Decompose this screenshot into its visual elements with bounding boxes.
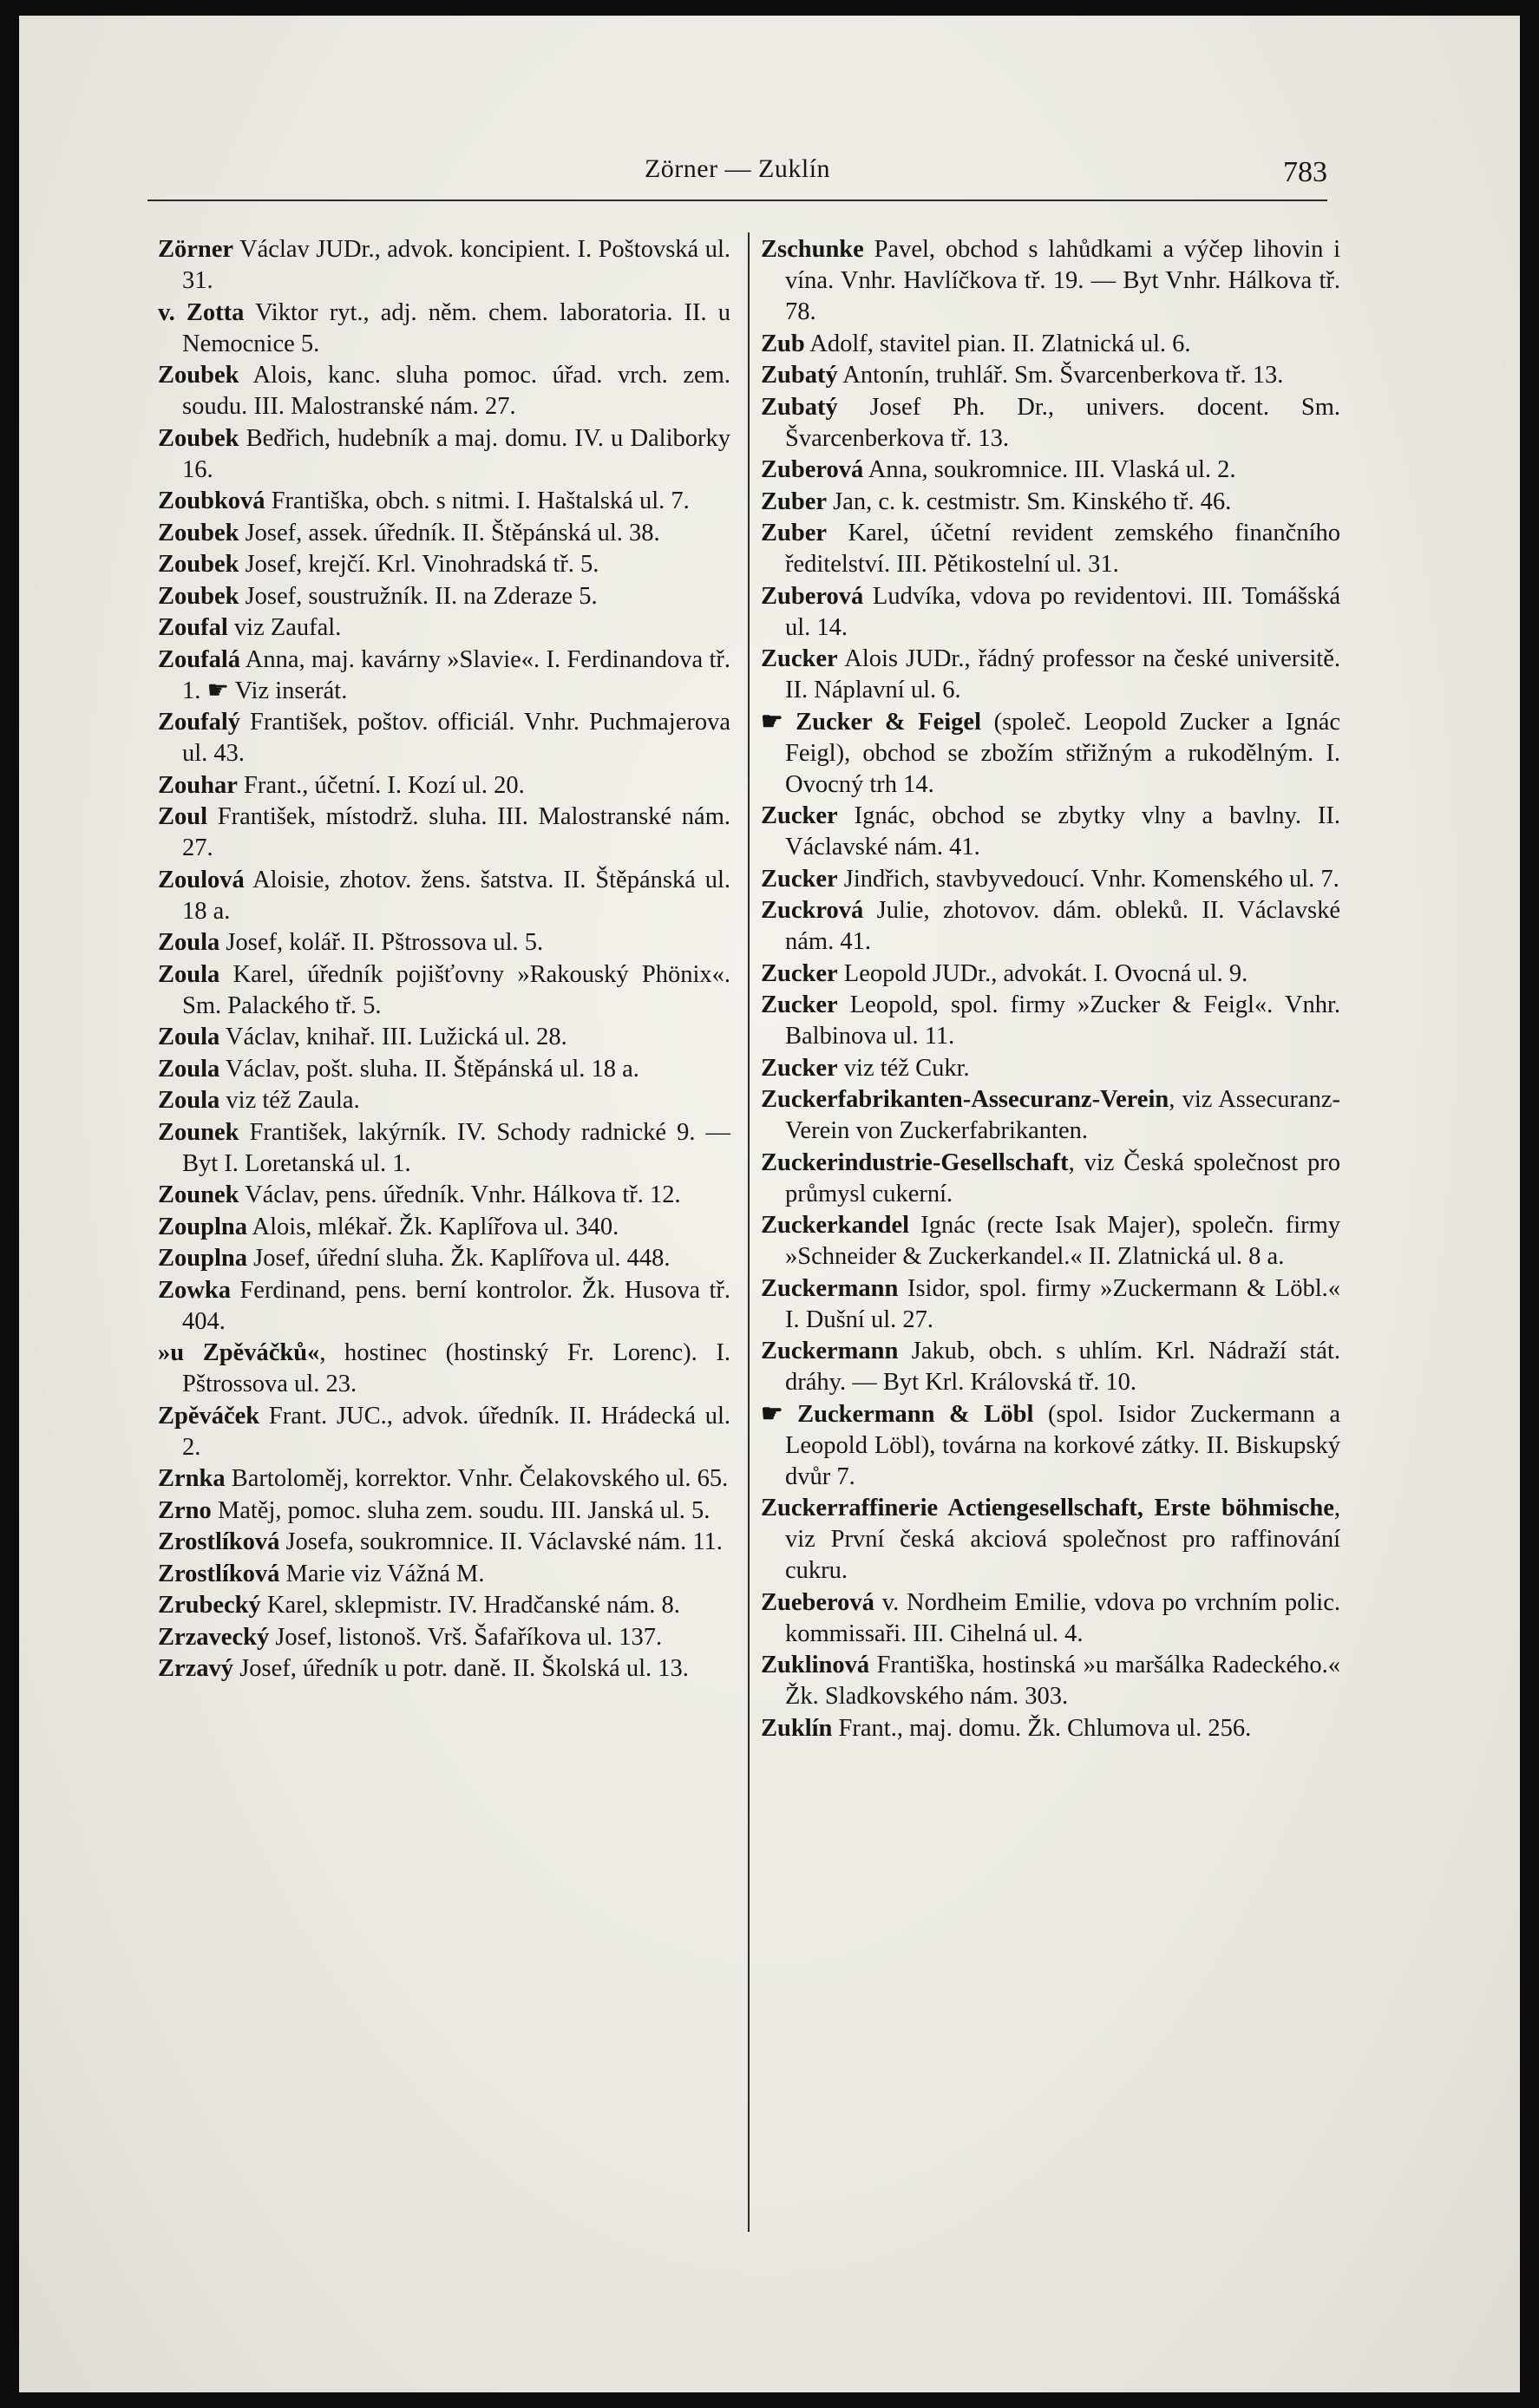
directory-entry xyxy=(158,612,730,644)
running-head: Zörner — Zuklín xyxy=(644,154,831,183)
entry-details: Frant., maj. domu. Žk. Chlumova ul. 256. xyxy=(832,1714,1252,1742)
directory-entry xyxy=(158,486,730,517)
entry-name: Zowka xyxy=(158,1276,231,1304)
entry-details: Josef, kolář. II. Pštrossova ul. 5. xyxy=(219,929,544,956)
entry-details: Leopold, spol. firmy »Zucker & Feigl«. Vnhr. Balbinova ul. 11. xyxy=(785,991,1340,1050)
entry-details: František, místodrž. sluha. III. Malostranské nám. 27. xyxy=(182,803,730,861)
entry-details: Ferdinand, pens. berní kontrolor. Žk. Husova tř. 404. xyxy=(182,1276,730,1335)
directory-entry xyxy=(158,1653,730,1685)
entry-details: (společ. Leopold Zucker a Ignác Feigl), obchod se zbožím střižným a rukodělným. I. Ovocný trh 14. xyxy=(785,708,1340,798)
entry-name: Zoubek xyxy=(158,424,239,452)
directory-entry xyxy=(158,1527,730,1558)
entry-name: ☛ Zucker & Feigel xyxy=(761,708,981,736)
left-column xyxy=(158,234,730,1685)
entry-details: Frant., účetní. I. Kozí ul. 20. xyxy=(237,771,525,799)
entry-name: Zoufalá xyxy=(158,645,241,673)
entry-details: Antonín, truhlář. Sm. Švarcenberkova tř. 13. xyxy=(837,362,1284,389)
entry-details: Josef, listonoš. Vrš. Šafaříkova ul. 137. xyxy=(269,1623,663,1651)
directory-entry xyxy=(158,865,730,927)
entry-details: Františka, obch. s nitmi. I. Haštalská ul. 7. xyxy=(265,487,690,514)
directory-entry xyxy=(158,770,730,802)
directory-entry xyxy=(158,423,730,486)
entry-details: Viktor ryt., adj. něm. chem. laboratoria. II. u Nemocnice 5. xyxy=(182,298,730,357)
entry-name: Zucker xyxy=(761,991,838,1018)
entry-name: Zoula xyxy=(158,929,220,956)
entry-name: Zuklinová xyxy=(761,1652,870,1678)
entry-name: Zuberová xyxy=(761,456,864,483)
entry-name: Zoula xyxy=(158,1087,220,1114)
entry-name: Zuckermann xyxy=(761,1274,899,1302)
directory-entry xyxy=(158,360,730,422)
page-header xyxy=(147,147,1327,200)
entry-details: Ignác (recte Isak Majer), společn. firmy »Schneider & Zuckerkandel.« II. Zlatnická ul. 8 a. xyxy=(785,1212,1340,1270)
entry-name: Zucker xyxy=(761,1054,838,1082)
directory-entry xyxy=(761,801,1340,863)
entry-details: Ignác, obchod se zbytky vlny a bavlny. II. Václavské nám. 41. xyxy=(785,802,1340,860)
entry-details: , viz Česká společnost pro průmysl cukerní. xyxy=(785,1148,1340,1207)
entry-name: Zschunke xyxy=(761,236,864,263)
entry-name: Zörner xyxy=(158,236,234,263)
directory-entry xyxy=(158,1622,730,1653)
directory-entry xyxy=(761,1493,1340,1587)
entry-name: Zrubecký xyxy=(158,1592,261,1619)
entry-name: Zoubek xyxy=(158,551,239,578)
column-divider xyxy=(748,232,750,2232)
directory-entry xyxy=(761,1148,1340,1210)
entry-details: Alois, mlékař. Žk. Kaplířova ul. 340. xyxy=(246,1213,619,1240)
entry-name: Zubatý xyxy=(761,393,838,421)
directory-entry xyxy=(761,895,1340,958)
directory-entry xyxy=(761,644,1340,706)
entry-name: Zouhar xyxy=(158,771,238,799)
entry-details: viz též Zaula. xyxy=(219,1087,360,1114)
entry-name: Zoul xyxy=(158,803,208,830)
entry-name: Zrnka xyxy=(158,1465,226,1492)
entry-name: Zuckerindustrie-Gesellschaft xyxy=(761,1148,1069,1176)
directory-entry xyxy=(158,1117,730,1180)
entry-name: Zuckerfabrikanten-Assecuranz-Verein xyxy=(761,1086,1169,1113)
entry-details: Bartoloměj, korrektor. Vnhr. Čelakovského ul. 65. xyxy=(225,1465,729,1492)
entry-details: Josef Ph. Dr., univers. docent. Sm. Švarcenberkova tř. 13. xyxy=(785,393,1340,452)
directory-entry xyxy=(761,1053,1340,1084)
entry-details: Aloisie, zhotov. žens. šatstva. II. Štěpánská ul. 18 a. xyxy=(182,866,730,925)
directory-entry xyxy=(158,1338,730,1400)
entry-name: Zoubek xyxy=(158,582,239,610)
right-column xyxy=(761,234,1340,1744)
entry-name: Zouplna xyxy=(158,1245,247,1272)
entry-name: Zucker xyxy=(761,645,838,672)
entry-name: ☛ Zuckermann & Löbl xyxy=(761,1400,1034,1428)
entry-name: Zoubková xyxy=(158,487,265,514)
directory-entry xyxy=(158,1243,730,1274)
entry-details: Karel, sklepmistr. IV. Hradčanské nám. 8. xyxy=(260,1592,680,1619)
entry-name: Zuklín xyxy=(761,1714,833,1742)
directory-entry xyxy=(158,581,730,612)
directory-entry xyxy=(158,802,730,864)
entry-details: Františka, hostinská »u maršálka Radeckého.« Žk. Sladkovského nám. 303. xyxy=(785,1652,1340,1710)
directory-entry xyxy=(158,234,730,297)
directory-entry xyxy=(158,298,730,360)
directory-entry xyxy=(158,927,730,959)
entry-details: Isidor, spol. firmy »Zuckermann & Löbl.« I. Dušní ul. 27. xyxy=(785,1274,1340,1333)
entry-details: Marie viz Vážná M. xyxy=(279,1560,485,1587)
entry-name: »u Zpěváčků« xyxy=(158,1339,320,1366)
entry-name: Zpěváček xyxy=(158,1402,260,1430)
entry-details: (spol. Isidor Zuckermann a Leopold Löbl), továrna na korkové zátky. II. Biskupský dvůr 7. xyxy=(785,1400,1340,1490)
entry-name: Zouplna xyxy=(158,1213,247,1240)
entry-details: František, poštov. officiál. Vnhr. Puchmajerova ul. 43. xyxy=(182,709,730,767)
entry-details: Anna, maj. kavárny »Slavie«. I. Ferdinandova tř. 1. ☛ Viz inserát. xyxy=(182,645,730,704)
directory-entry xyxy=(158,1559,730,1590)
entry-name: Zrno xyxy=(158,1496,212,1524)
entry-name: Zuckrová xyxy=(761,897,864,924)
entry-details: viz Zaufal. xyxy=(227,614,342,641)
entry-details: Bedřich, hudebník a maj. domu. IV. u Daliborky 16. xyxy=(182,424,730,483)
entry-details: Alois JUDr., řádný professor na české universitě. II. Náplavní ul. 6. xyxy=(785,645,1340,703)
entry-name: Zub xyxy=(761,330,805,357)
entry-details: Alois, kanc. sluha pomoc. úřad. vrch. zem. soudu. III. Malostranské nám. 27. xyxy=(182,362,730,420)
directory-entry xyxy=(761,1210,1340,1273)
directory-entry xyxy=(761,455,1340,486)
directory-entry xyxy=(158,1212,730,1243)
entry-details: Adolf, stavitel pian. II. Zlatnická ul. 6. xyxy=(804,330,1191,357)
entry-name: Zoubek xyxy=(158,519,239,546)
entry-name: Zoulová xyxy=(158,866,245,893)
entry-name: Zrzavý xyxy=(158,1655,234,1682)
entry-name: Zrzavecký xyxy=(158,1623,270,1651)
entry-name: Zoula xyxy=(158,960,220,988)
directory-entry xyxy=(158,1275,730,1338)
entry-details: Pavel, obchod s lahůdkami a výčep lihovin i vína. Vnhr. Havlíčkova tř. 19. — Byt Vnhr. Hálkova tř. 78. xyxy=(785,236,1340,325)
directory-entry xyxy=(158,518,730,549)
entry-details: Václav, knihař. III. Lužická ul. 28. xyxy=(219,1024,567,1050)
entry-details: Karel, úředník pojišťovny »Rakouský Phönix«. Sm. Palackého tř. 5. xyxy=(182,960,730,1019)
directory-entry xyxy=(761,487,1340,518)
directory-entry xyxy=(761,1650,1340,1712)
entry-name: Zuber xyxy=(761,487,828,515)
entry-name: Zuberová xyxy=(761,582,864,610)
directory-entry xyxy=(158,645,730,707)
directory-entry xyxy=(761,329,1340,360)
directory-entry xyxy=(158,707,730,769)
directory-entry xyxy=(761,1336,1340,1398)
entry-details: Anna, soukromnice. III. Vlaská ul. 2. xyxy=(863,456,1236,483)
directory-entry xyxy=(761,234,1340,328)
entry-name: v. Zotta xyxy=(158,298,245,326)
directory-entry xyxy=(761,1084,1340,1147)
directory-entry xyxy=(158,959,730,1022)
entry-details: Josef, úřední sluha. Žk. Kaplířova ul. 448. xyxy=(246,1245,671,1272)
entry-name: Zuckerraffinerie Actiengesellschaft, Erste böhmische xyxy=(761,1495,1334,1521)
entry-name: Zoufalý xyxy=(158,709,241,736)
entry-name: Zrostlíková xyxy=(158,1560,280,1587)
directory-entry xyxy=(158,1085,730,1116)
directory-entry xyxy=(158,1590,730,1621)
entry-name: Zuckermann xyxy=(761,1338,899,1364)
entry-details: Josefa, soukromnice. II. Václavské nám. 11. xyxy=(279,1528,723,1555)
entry-name: Zounek xyxy=(158,1181,239,1208)
directory-entry xyxy=(158,549,730,580)
directory-entry xyxy=(761,518,1340,580)
directory-entry xyxy=(761,990,1340,1052)
entry-name: Zounek xyxy=(158,1118,239,1146)
entry-details: Jakub, obch. s uhlím. Krl. Nádraží stát. dráhy. — Byt Krl. Královská tř. 10. xyxy=(785,1338,1340,1396)
entry-name: Zoula xyxy=(158,1055,220,1083)
entry-details: František, lakýrník. IV. Schody radnické 9. — Byt I. Loretanská ul. 1. xyxy=(182,1118,730,1177)
entry-details: , viz Assecuranz-Verein von Zuckerfabrikanten. xyxy=(785,1086,1340,1144)
entry-details: Ludvíka, vdova po revidentovi. III. Tomášská ul. 14. xyxy=(785,582,1340,641)
entry-details: , viz První česká akciová společnost pro raffinování cukru. xyxy=(785,1495,1340,1584)
page-number: 783 xyxy=(1283,156,1327,188)
entry-details: Frant. JUC., advok. úředník. II. Hrádecká ul. 2. xyxy=(182,1402,730,1461)
entry-name: Zoubek xyxy=(158,362,239,389)
entry-name: Zubatý xyxy=(761,362,838,389)
entry-details: Julie, zhotovov. dám. obleků. II. Václavské nám. 41. xyxy=(785,897,1340,955)
directory-entry xyxy=(761,1587,1340,1650)
directory-entry xyxy=(158,1401,730,1463)
header-rule xyxy=(147,200,1327,201)
entry-name: Zucker xyxy=(761,802,838,829)
entry-details: Josef, krejčí. Krl. Vinohradská tř. 5. xyxy=(239,551,599,578)
entry-details: Josef, assek. úředník. II. Štěpánská ul. 38. xyxy=(239,519,660,546)
directory-entry xyxy=(761,360,1340,391)
directory-entry xyxy=(158,1054,730,1085)
directory-entry xyxy=(158,1180,730,1211)
entry-details: Jindřich, stavbyvedoucí. Vnhr. Komenského ul. 7. xyxy=(837,865,1339,893)
entry-details: Václav, pens. úředník. Vnhr. Hálkova tř. 12. xyxy=(239,1181,681,1208)
entry-name: Zuckerkandel xyxy=(761,1212,910,1239)
entry-details: Matěj, pomoc. sluha zem. soudu. III. Janská ul. 5. xyxy=(211,1496,711,1524)
entry-details: Josef, soustružník. II. na Zderaze 5. xyxy=(239,582,598,610)
directory-entry xyxy=(761,1273,1340,1336)
directory-entry xyxy=(761,707,1340,801)
entry-name: Zucker xyxy=(761,959,838,987)
directory-entry xyxy=(761,864,1340,895)
directory-entry xyxy=(761,581,1340,644)
entry-name: Zoufal xyxy=(158,614,228,641)
entry-details: v. Nordheim Emilie, vdova po vrchním polic. kommissaři. III. Cihelná ul. 4. xyxy=(785,1588,1340,1647)
directory-entry xyxy=(158,1463,730,1495)
entry-name: Zrostlíková xyxy=(158,1528,280,1555)
entry-details: viz též Cukr. xyxy=(837,1054,970,1082)
entry-name: Zucker xyxy=(761,865,838,893)
directory-entry xyxy=(761,959,1340,990)
entry-details: Josef, úředník u potr. daně. II. Školská ul. 13. xyxy=(233,1655,689,1682)
directory-entry xyxy=(761,392,1340,455)
entry-details: Václav, pošt. sluha. II. Štěpánská ul. 18 a. xyxy=(219,1055,639,1083)
directory-entry xyxy=(158,1022,730,1053)
entry-name: Zuber xyxy=(761,520,828,546)
entry-name: Zoula xyxy=(158,1024,220,1050)
entry-details: Václav JUDr., advok. koncipient. I. Poštovská ul. 31. xyxy=(182,236,730,294)
directory-entry xyxy=(158,1495,730,1527)
entry-details: Karel, účetní revident zemského finančního ředitelství. III. Pětikostelní ul. 31. xyxy=(785,520,1340,578)
entry-details: Leopold JUDr., advokát. I. Ovocná ul. 9. xyxy=(837,959,1248,987)
entry-name: Zueberová xyxy=(761,1588,874,1616)
directory-entry xyxy=(761,1399,1340,1493)
entry-details: Jan, c. k. cestmistr. Sm. Kinského tř. 46. xyxy=(827,487,1232,515)
directory-entry xyxy=(761,1713,1340,1744)
entry-details: , hostinec (hostinský Fr. Lorenc). I. Pštrossova ul. 23. xyxy=(182,1339,730,1397)
